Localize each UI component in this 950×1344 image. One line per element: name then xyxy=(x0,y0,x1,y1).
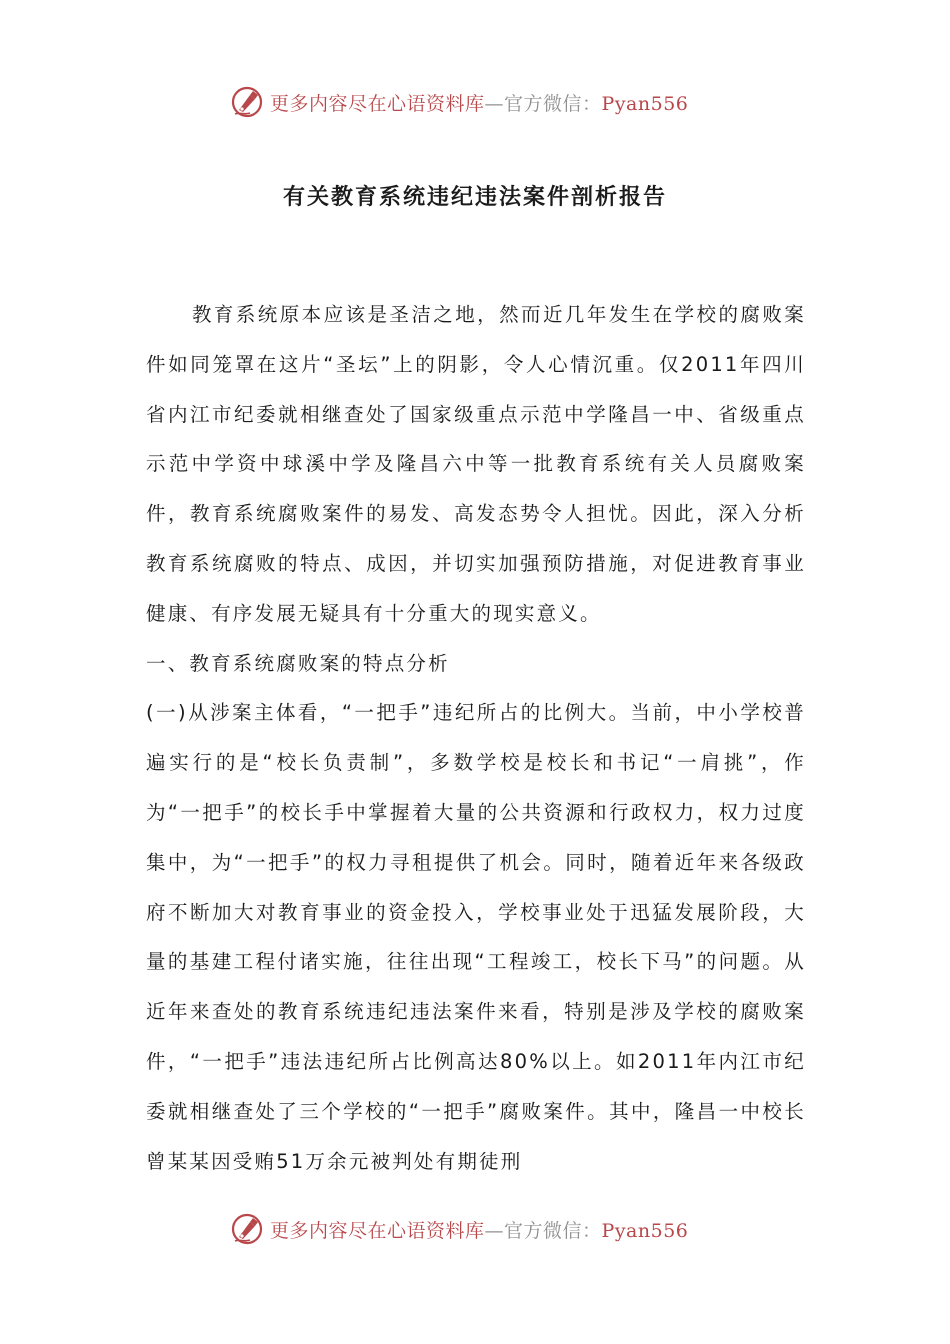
header-banner xyxy=(230,80,688,124)
pen-logo-icon xyxy=(230,85,264,119)
document-body xyxy=(146,290,806,1186)
banner-contact-label: 官方微信： xyxy=(504,92,602,115)
banner-dash: — xyxy=(484,92,505,115)
banner-contact-label: 官方微信： xyxy=(504,1219,602,1242)
banner-dash: — xyxy=(484,1219,505,1242)
document-title: 有关教育系统违纪违法案件剖析报告 xyxy=(282,184,667,210)
banner-contact-id: Pyan556 xyxy=(601,1219,689,1242)
banner-text xyxy=(270,1216,688,1243)
banner-main-text: 更多内容尽在心语资料库 xyxy=(270,1219,485,1242)
banner-contact-id: Pyan556 xyxy=(601,92,689,115)
paragraph-intro: 教育系统原本应该是圣洁之地，然而近几年发生在学校的腐败案件如同笼罩在这片“圣坛”上的阴影，令人心情沉重。仅2011年四川省内江市纪委就相继查处了国家级重点示范中学隆昌一中、省级重点示范中学资中球溪中学及隆昌六中等一批教育系统有关人员腐败案件，教育系统腐败案件的易发、高发态势令人担忧。因此，深入分析教育系统腐败的特点、成因，并切实加强预防措施，对促进教育事业健康、有序发展无疑具有十分重大的现实意义。 xyxy=(146,303,806,625)
banner-main-text: 更多内容尽在心语资料库 xyxy=(270,92,485,115)
banner-text xyxy=(270,89,688,116)
paragraph-point-1: (一)从涉案主体看，“一把手”违纪所占的比例大。当前，中小学校普遍实行的是“校长负责制”，多数学校是校长和书记“一肩挑”，作为“一把手”的校长手中掌握着大量的公共资源和行政权力，权力过度集中，为“一把手”的权力寻租提供了机会。同时，随着近年来各级政府不断加大对教育事业的资金投入，学校事业处于迅猛发展阶段，大量的基建工程付诸实施，往往出现“工程竣工，校长下马”的问题。从近年来查处的教育系统违纪违法案件来看，特别是涉及学校的腐败案件，“一把手”违法违纪所占比例高达80%以上。如2011年内江市纪委就相继查处了三个学校的“一把手”腐败案件。其中，隆昌一中校长曾某某因受贿51万余元被判处有期徒刑 xyxy=(146,701,806,1173)
footer-banner xyxy=(230,1207,688,1251)
section-heading: 一、教育系统腐败案的特点分析 xyxy=(146,651,450,675)
pen-logo-icon xyxy=(230,1212,264,1246)
